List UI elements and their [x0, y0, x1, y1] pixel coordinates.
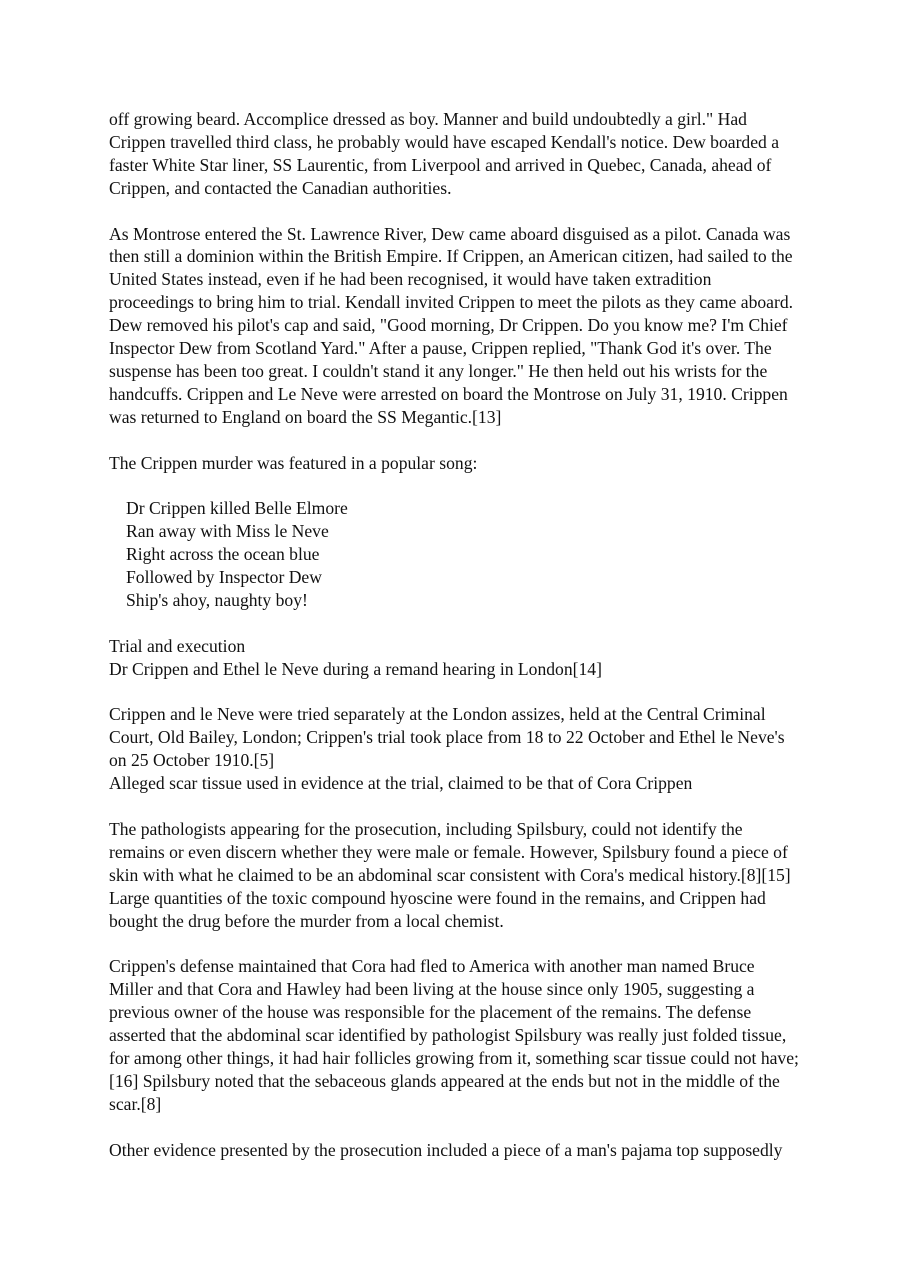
paragraph-defense: Crippen's defense maintained that Cora had fled to America with another man named Bruce Miller and that Cora and Hawley had been living at the house since only 1905, suggesting a previous owner of the house was responsible for the placement of the remains. The defense asserted that the abdominal scar identified by pathologist Spilsbury was really just folded tissue, for among other things, it had hair follicles growing from it, something scar tissue could not have;[16] Spilsbury noted that the sebaceous glands appeared at the ends but not in the middle of the scar.[8] — [109, 956, 799, 1114]
image-caption: Dr Crippen and Ethel le Neve during a remand hearing in London[14] — [109, 658, 602, 679]
song-line: Ran away with Miss le Neve — [126, 521, 329, 542]
section-heading: Trial and execution — [109, 635, 246, 656]
paragraph-arrest: As Montrose entered the St. Lawrence River, Dew came aboard disguised as a pilot. Canada was then still a dominion within the British Empire. If Crippen, an American citizen, had sailed to the United States instead, even if he had been recognised, it would have taken extradition proceedings to bring him to trial. Kendall invited Crippen to meet the pilots as they came aboard. Dew removed his pilot's cap and said, "Good morning, Dr Crippen. Do you know me? I'm Chief Inspector Dew from Scotland Yard." After a pause, Crippen replied, "Thank God it's over. The suspense has been too great. I couldn't stand it any longer." He then held out his wrists for the handcuffs. Crippen and Le Neve were arrested on board the Montrose on July 31, 1910. Crippen was returned to England on board the SS Megantic.[13] — [109, 223, 794, 427]
trial-heading-block — [109, 635, 799, 681]
song-line: Dr Crippen killed Belle Elmore — [126, 498, 348, 519]
paragraph-trial: Crippen and le Neve were tried separately at the London assizes, held at the Central Criminal Court, Old Bailey, London; Crippen's trial took place from 18 to 22 October and Ethel le Neve's on 25 October 1910.[5] — [109, 704, 785, 771]
song-verse — [109, 497, 799, 612]
song-line: Followed by Inspector Dew — [126, 567, 322, 588]
paragraph-evidence: Other evidence presented by the prosecution included a piece of a man's pajama top supposedly — [109, 1139, 783, 1160]
image-caption-scar: Alleged scar tissue used in evidence at the trial, claimed to be that of Cora Crippen — [109, 773, 693, 794]
song-line: Right across the ocean blue — [126, 544, 320, 565]
paragraph-pathologists: The pathologists appearing for the prosecution, including Spilsbury, could not identify the remains or even discern whether they were male or female. However, Spilsbury found a piece of skin with what he claimed to be an abdominal scar consistent with Cora's medical history.[8][15] Large quantities of the toxic compound hyoscine were found in the remains, and Crippen had bought the drug before the murder from a local chemist. — [109, 819, 791, 931]
paragraph-song-intro: The Crippen murder was featured in a popular song: — [109, 452, 478, 473]
document-page — [109, 108, 799, 1184]
paragraph-escape: off growing beard. Accomplice dressed as boy. Manner and build undoubtedly a girl." Had Crippen travelled third class, he probably would have escaped Kendall's notice. Dew boarded a faster White Star liner, SS Laurentic, from Liverpool and arrived in Quebec, Canada, ahead of Crippen, and contacted the Canadian authorities. — [109, 109, 780, 198]
song-line: Ship's ahoy, naughty boy! — [126, 589, 308, 610]
